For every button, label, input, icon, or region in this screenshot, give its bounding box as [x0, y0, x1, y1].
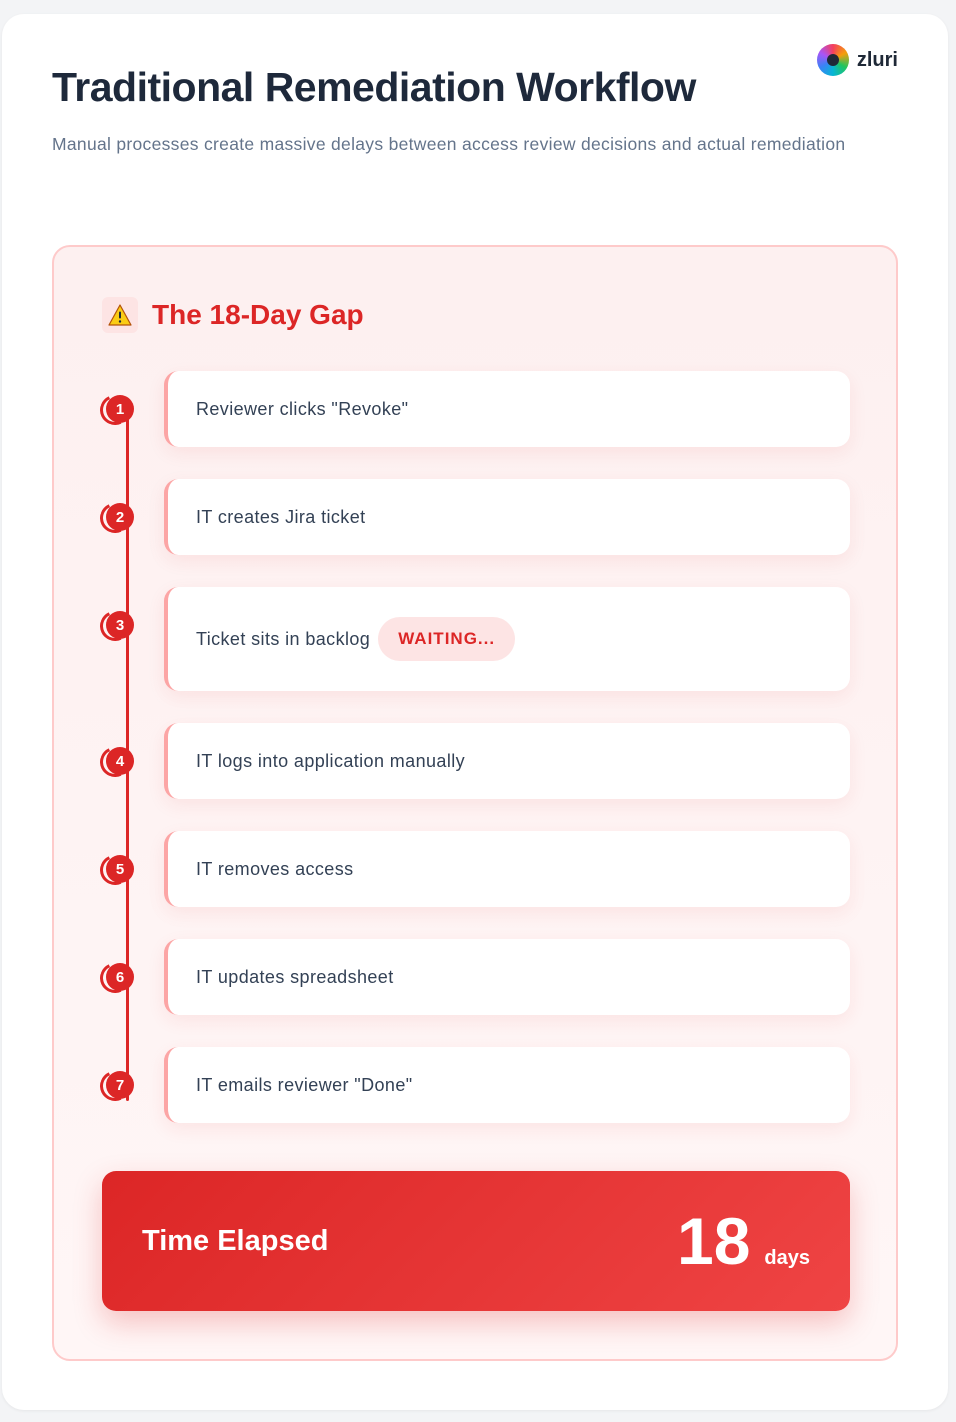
- step-label: Ticket sits in backlog: [196, 628, 371, 649]
- step-card: [164, 939, 850, 1015]
- time-elapsed-number: 18: [676, 1204, 751, 1278]
- step-card: [164, 479, 850, 555]
- time-elapsed-unit: days: [764, 1247, 810, 1269]
- step-card: [164, 723, 850, 799]
- page-title: Traditional Remediation Workflow: [52, 64, 696, 110]
- step-card: [164, 1047, 850, 1123]
- page-subtitle: Manual processes create massive delays between access review decisions and actual remediation: [52, 134, 846, 154]
- step-label: IT creates Jira ticket: [196, 506, 366, 527]
- time-elapsed-banner: [102, 1171, 850, 1311]
- gap-panel: [52, 245, 898, 1361]
- step-number-badge: 1: [106, 395, 134, 423]
- step-label: IT emails reviewer "Done": [196, 1074, 413, 1095]
- warning-icon: [102, 297, 138, 333]
- time-elapsed-label: Time Elapsed: [142, 1224, 329, 1257]
- brand-name: zluri: [856, 48, 898, 71]
- gap-title: The 18-Day Gap: [152, 299, 364, 330]
- workflow-card: [2, 14, 948, 1410]
- brand: [817, 44, 898, 76]
- step-number-badge: 7: [106, 1071, 134, 1099]
- step-label: IT logs into application manually: [196, 750, 466, 771]
- step-number-badge: 5: [106, 855, 134, 883]
- step-card: [164, 587, 850, 691]
- time-elapsed-value: [676, 1204, 810, 1278]
- step-card: [164, 831, 850, 907]
- zluri-logo-icon: [817, 44, 849, 76]
- step-number-badge: 4: [106, 747, 134, 775]
- step-number-badge: 6: [106, 963, 134, 991]
- step-number-badge: 2: [106, 503, 134, 531]
- step-label: Reviewer clicks "Revoke": [196, 398, 409, 419]
- waiting-status-badge: WAITING...: [378, 617, 515, 661]
- gap-header: [102, 297, 364, 333]
- step-label: IT removes access: [196, 858, 354, 879]
- step-card: [164, 371, 850, 447]
- step-label: IT updates spreadsheet: [196, 966, 394, 987]
- step-number-badge: 3: [106, 611, 134, 639]
